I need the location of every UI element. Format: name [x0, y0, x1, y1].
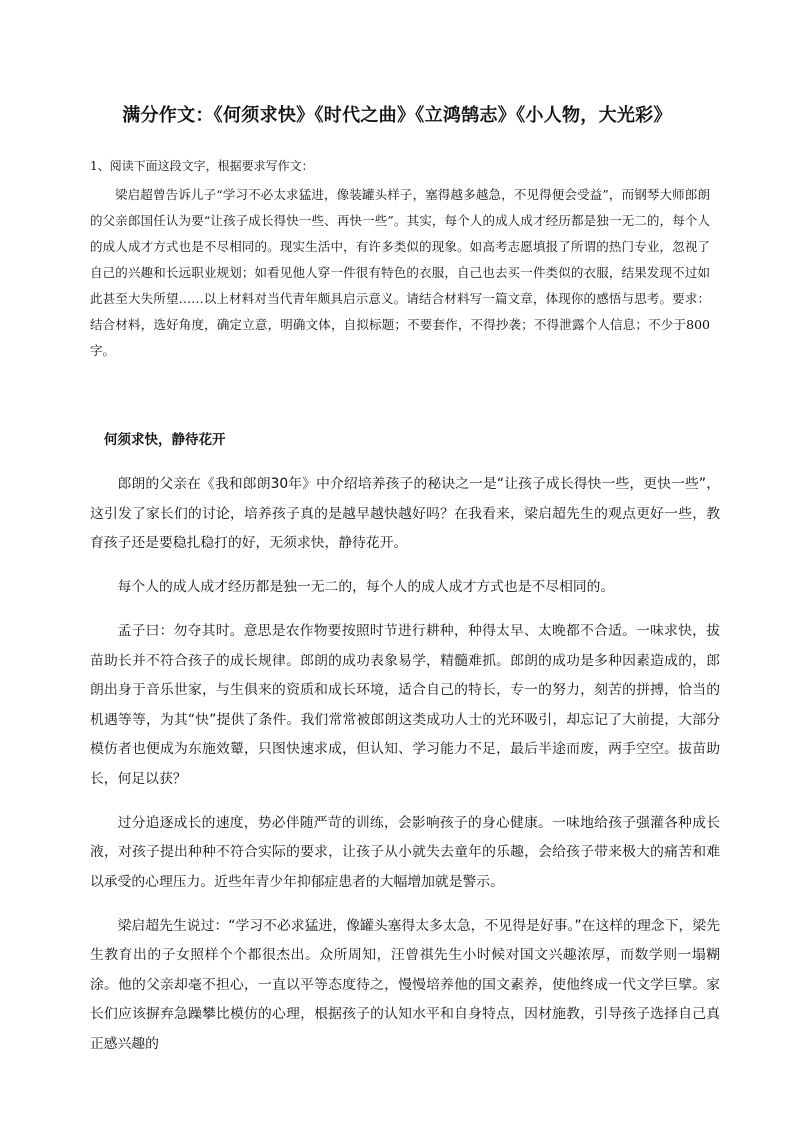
essay-paragraph: 梁启超先生说过：“学习不必求猛进，像罐头塞得太多太急，不见得是好事。”在这样的理念下，梁先生教育出的子女照样个个都很杰出。众所周知，汪曾祺先生小时候对国文兴趣浓厚，而数学则一塌糊涂。他的父亲却毫不担心，一直以平等态度待之，慢慢培养他的国文素养，使他终成一代文学巨擘。家长们应该摒弃急躁攀比模仿的心理，根据孩子的认知水平和自身特点，因材施教，引导孩子选择自己真正感兴趣的: [90, 917, 720, 1052]
essay-paragraph: 过分追逐成长的速度，势必伴随严苛的训练，会影响孩子的身心健康。一味地给孩子强灌各种成长液，对孩子提出种种不符合实际的要求，让孩子从小就失去童年的乐趣，会给孩子带来极大的痛苦和难以承受的心理压力。近些年青少年抑郁症患者的大幅增加就是警示。: [90, 814, 720, 890]
document-title: 满分作文：《何须求快》《时代之曲》《立鸿鹄志》《小人物，大光彩》: [122, 105, 672, 126]
essay-paragraph: 郎朗的父亲在《我和郎朗30年》中介绍培养孩子的秘诀之一是“让孩子成长得快一些，更快一些”，这引发了家长们的讨论，培养孩子真的是越早越快越好吗？在我看来，梁启超先生的观点更好一些，教育孩子还是要稳扎稳打的好，无须求快，静待花开。: [90, 476, 720, 551]
question-prompt: 1、阅读下面这段文字，根据要求写作文：: [90, 159, 314, 173]
prompt-material: 梁启超曾告诉儿子“学习不必太求猛进，像装罐头样子，塞得越多越急，不见得便会受益”，而钢琴大师郎朗的父亲郎国任认为要“让孩子成长得快一些、再快一些”。其实，每个人的成人成才经历都是独一无二的，每个人的成人成才方式也是不尽相同的。现实生活中，有许多类似的现象。如高考志愿填报了所谓的热门专业，忽视了自己的兴趣和长远职业规划；如看见他人穿一件很有特色的衣服，自己也去买一件类似的衣服，结果发现不过如此甚至大失所望……以上材料对当代青年颇具启示意义。请结合材料写一篇文章，体现你的感悟与思考。要求：结合材料，选好角度，确定立意，明确文体，自拟标题；不要套作，不得抄袭；不得泄露个人信息；不少于800字。: [90, 187, 710, 358]
essay-paragraph: 孟子曰：勿夺其时。意思是农作物要按照时节进行耕种，种得太早、太晚都不合适。一味求快，拔苗助长并不符合孩子的成长规律。郎朗的成功表象易学，精髓难抓。郎朗的成功是多种因素造成的，郎朗出身于音乐世家，与生俱来的资质和成长环境，适合自己的特长，专一的努力，刻苦的拼搏，恰当的机遇等等，为其“快”提供了条件。我们常常被郎朗这类成功人士的光环吸引，却忘记了大前提，大部分模仿者也便成为东施效颦，只图快速求成，但认知、学习能力不足，最后半途而废，两手空空。拔苗助长，何足以获？: [90, 623, 720, 787]
essay-body: [90, 470, 720, 1074]
essay-title: 何须求快，静待花开: [104, 432, 226, 448]
essay-paragraph: 每个人的成人成才经历都是独一无二的，每个人的成人成才方式也是不尽相同的。: [117, 579, 615, 595]
